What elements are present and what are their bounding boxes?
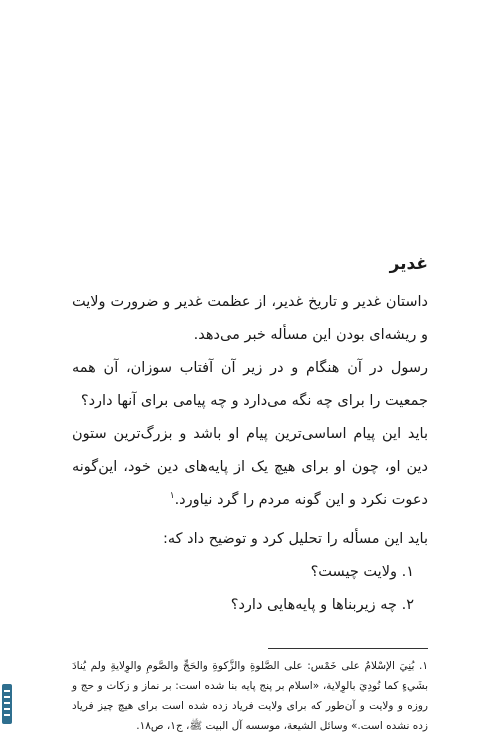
section-heading: غدیر: [389, 254, 428, 274]
main-text-block: [72, 250, 428, 622]
questions-intro: باید این مسأله را تحلیل کرد و توضیح داد که:: [162, 531, 428, 547]
paragraph-3-text: باید این پیام اساسی‌ترین پیام او باشد و بزرگ‌ترین ستون دین او، چون او برای هیچ یک از پایه‌های دین خود، این‌گونه دعوت نکرد و این گونه مردم را گرد نیاورد.: [72, 426, 428, 508]
question-2: ۲. چه زیربناها و پایه‌هایی دارد؟: [230, 597, 414, 613]
paragraph-3: [72, 418, 428, 517]
footnote-marker: ۱: [169, 491, 175, 502]
paragraph-1: داستان غدیر و تاریخ غدیر، از عظمت غدیر و ضرورت ولایت و ریشه‌ای بودن این مسأله خبر می‌دهد.: [72, 294, 428, 343]
publisher-logo-icon: [0, 682, 14, 726]
footnote: ۱. بُنِيَ الإسْلامُ على خَمْس: على الصَّلوةِ والزَّكوةِ والحَجِّ والصَّومِ والوِلايةِ ولم يُنادَ بشَيءٍ كما نُودِيَ بالوِلاية، «اسلام بر پنج پایه بنا شده است: بر نماز و زکات و حج و روزه و ولایت و آن‌طور که برای ولایت فریاد زده شده است برای هیچ چیز فریاد زده نشده است.» وسائل الشیعة، موسسه آل البیت ﷺ، ج۱، ص۱۸.: [72, 660, 428, 732]
paragraph-2: رسول در آن هنگام و در زیر آن آفتاب سوزان، آن همه جمعیت را برای چه نگه می‌دارد و چه پیامی برای آنها دارد؟: [72, 360, 428, 409]
question-1: ۱. ولایت چیست؟: [310, 564, 414, 580]
footnote-divider: [268, 648, 428, 649]
